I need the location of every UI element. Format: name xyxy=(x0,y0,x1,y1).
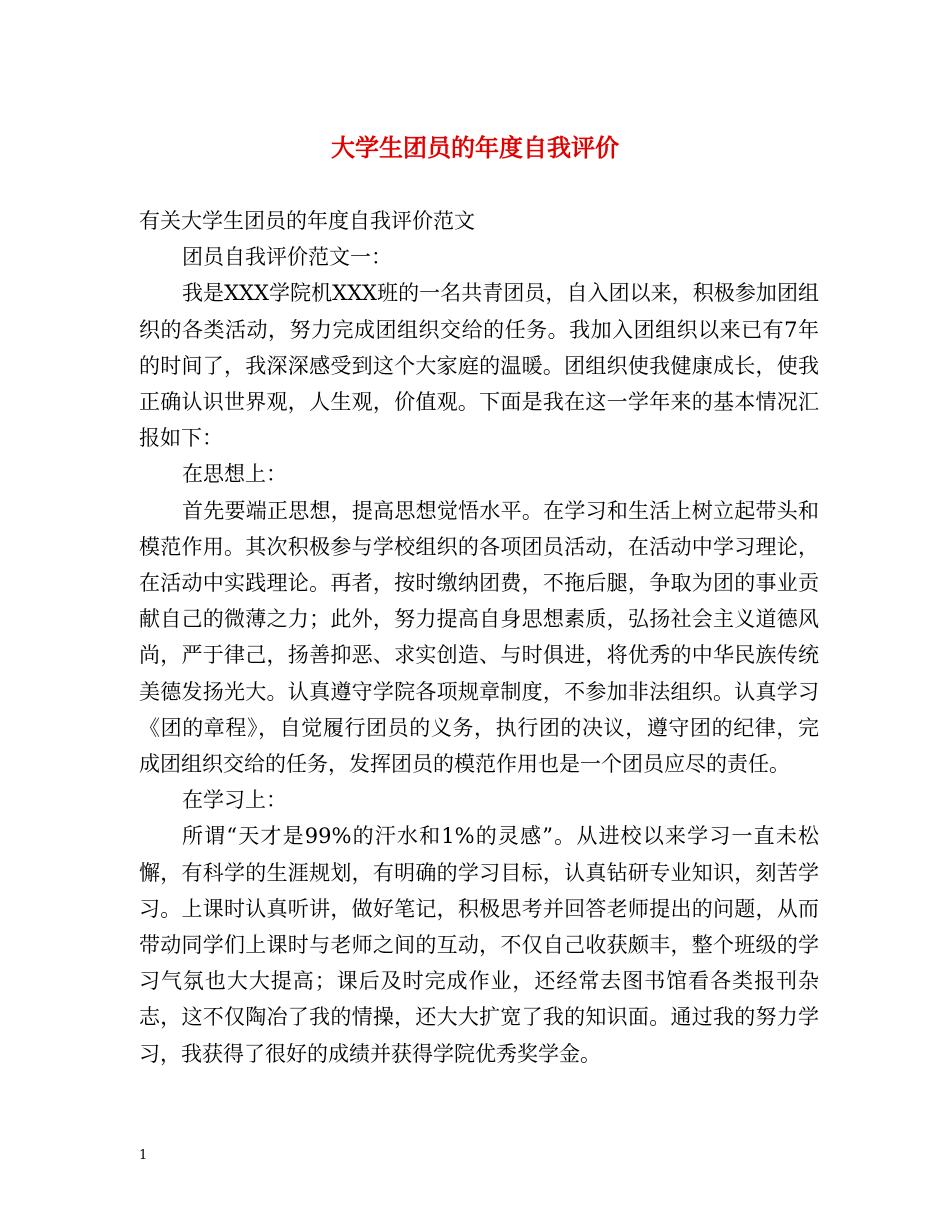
intro-paragraph: 我是XXX学院机XXX班的一名共青团员，自入团以来，积极参加团组织的各类活动，努力完成团组织交给的任务。我加入团组织以来已有7年的时间了，我深深感受到这个大家庭的温暖。团组织使我健康成长，使我正确认识世界观，人生观，价值观。下面是我在这一学年来的基本情况汇报如下： xyxy=(139,281,819,451)
document-title: 大学生团员的年度自我评价 xyxy=(331,133,619,162)
section-heading-study: 在学习上： xyxy=(182,788,287,813)
study-paragraph: 所谓“天才是99%的汗水和1%的灵感”。从进校以来学习一直未松懈，有科学的生涯规划，有明确的学习目标，认真钻研专业知识，刻苦学习。上课时认真听讲，做好笔记，积极思考并回答老师提出的问题，从而带动同学们上课时与老师之间的互动，不仅自己收获颇丰，整个班级的学习气氛也大大提高；课后及时完成作业，还经常去图书馆看各类报刊杂志，这不仅陶冶了我的情操，还大大扩宽了我的知识面。通过我的努力学习，我获得了很好的成绩并获得学院优秀奖学金。 xyxy=(139,824,819,1066)
section-heading-sample-one: 团员自我评价范文一： xyxy=(182,245,392,270)
page-number: 1 xyxy=(139,1148,148,1163)
subtitle-paragraph: 有关大学生团员的年度自我评价范文 xyxy=(139,209,475,233)
document-body xyxy=(139,203,819,1072)
thought-paragraph: 首先要端正思想，提高思想觉悟水平。在学习和生活上树立起带头和模范作用。其次积极参与学校组织的各项团员活动，在活动中学习理论，在活动中实践理论。再者，按时缴纳团费，不拖后腿，争取为团的事业贡献自己的微薄之力；此外，努力提高自身思想素质，弘扬社会主义道德风尚，严于律己，扬善抑恶、求实创造、与时俱进，将优秀的中华民族传统美德发扬光大。认真遵守学院各项规章制度，不参加非法组织。认真学习《团的章程》，自觉履行团员的义务，执行团的决议，遵守团的纪律，完成团组织交给的任务，发挥团员的模范作用也是一个团员应尽的责任。 xyxy=(139,498,819,777)
section-heading-thought: 在思想上： xyxy=(182,462,287,487)
